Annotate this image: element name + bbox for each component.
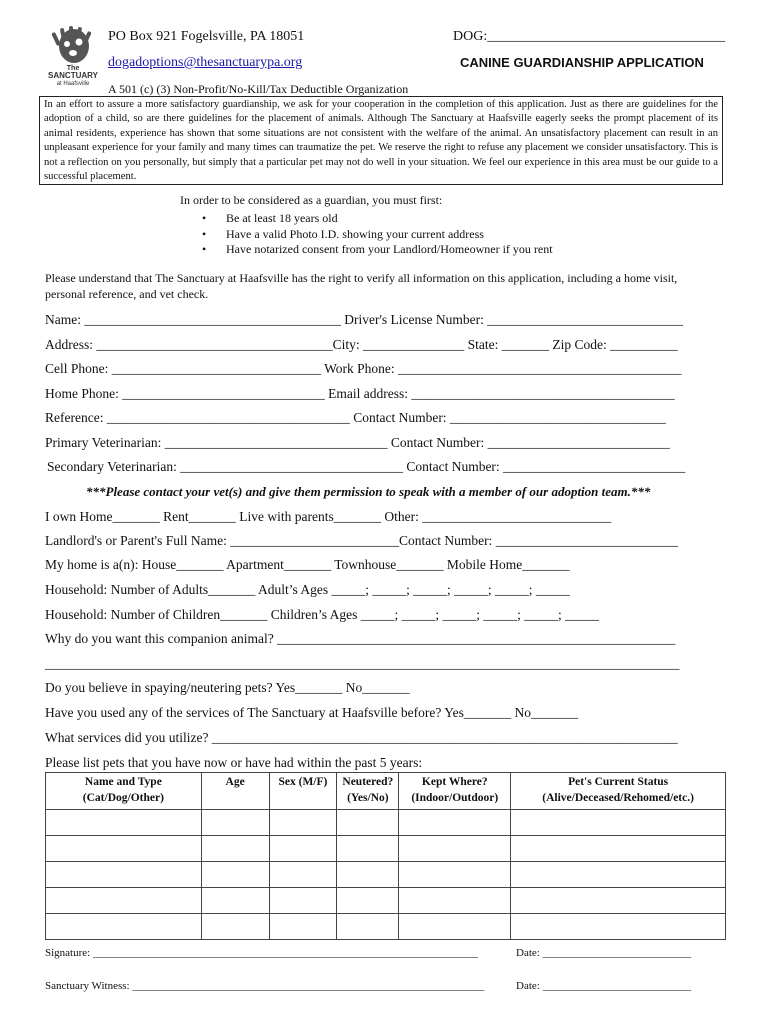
table-cell[interactable] bbox=[201, 914, 269, 940]
col-header-sex: Sex (M/F) bbox=[269, 773, 337, 810]
pets-table bbox=[45, 772, 726, 940]
table-cell[interactable] bbox=[201, 810, 269, 836]
col-header-name-type: Name and Type (Cat/Dog/Other) bbox=[46, 773, 202, 810]
table-cell[interactable] bbox=[337, 810, 399, 836]
table-cell[interactable] bbox=[201, 836, 269, 862]
table-row bbox=[46, 888, 726, 914]
table-cell[interactable] bbox=[201, 888, 269, 914]
table-cell[interactable] bbox=[269, 888, 337, 914]
list-pets-label: Please list pets that you have now or have had within the past 5 years: bbox=[45, 755, 423, 770]
col-header-age: Age bbox=[201, 773, 269, 810]
list-item: • Have a valid Photo I.D. showing your current address bbox=[202, 226, 484, 241]
email-link[interactable]: dogadoptions@thesanctuarypa.org bbox=[108, 55, 303, 70]
table-cell[interactable] bbox=[511, 836, 726, 862]
table-row bbox=[46, 810, 726, 836]
table-cell[interactable] bbox=[337, 862, 399, 888]
table-cell[interactable] bbox=[511, 810, 726, 836]
table-cell[interactable] bbox=[511, 888, 726, 914]
table-cell[interactable] bbox=[46, 914, 202, 940]
org-status: A 501 (c) (3) Non-Profit/No-Kill/Tax Deductible Organization bbox=[108, 82, 409, 96]
requirements-intro: In order to be considered as a guardian, you must first: bbox=[180, 193, 443, 207]
table-cell[interactable] bbox=[46, 862, 202, 888]
vet-permission-notice: ***Please contact your vet(s) and give them permission to speak with a member of our adoption team.*** bbox=[86, 484, 651, 499]
cell-work-phone-field[interactable]: Cell Phone: _______________________________ Work Phone: __________________________________________ bbox=[45, 361, 682, 376]
table-cell[interactable] bbox=[511, 914, 726, 940]
logo-line3: at Haafsville bbox=[56, 81, 90, 87]
why-field[interactable]: Why do you want this companion animal? ___________________________________________________________ bbox=[45, 631, 676, 646]
primary-vet-field[interactable]: Primary Veterinarian: _________________________________ Contact Number: ___________________________ bbox=[45, 435, 670, 450]
col-header-kept-where: Kept Where? (Indoor/Outdoor) bbox=[399, 773, 511, 810]
logo-line1: The bbox=[66, 65, 80, 72]
address-field[interactable]: Address: ___________________________________City: _______________ State: _______ Zip Code: __________ bbox=[45, 337, 678, 352]
table-cell[interactable] bbox=[399, 914, 511, 940]
ownership-field[interactable]: I own Home_______ Rent_______ Live with parents_______ Other: ____________________________ bbox=[45, 509, 612, 524]
table-cell[interactable] bbox=[269, 836, 337, 862]
table-row bbox=[46, 836, 726, 862]
notice-box: In an effort to assure a more satisfactory guardianship, we ask for your cooperation in the completion of this application. Just as there are guidelines for the adoption of a child, so are there guidelines for the placement of animals. Although The Sanctuary at Haafsville eagerly seeks the prompt placement of its animal residents, experience has shown that some situations are not consistent with the welfare of the animal. An unsatisfactory placement can result in an unpleasant experience for your family and many times can traumatize the pet. We reserve the right to refuse any placement we consider unsatisfactory. This is not a reflection on you personally, but simply that a particular pet may not do well in your situation. We feel our experience in this area must be our guide to a successful placement. bbox=[39, 96, 723, 185]
table-cell[interactable] bbox=[399, 810, 511, 836]
hands-animals-logo-icon bbox=[44, 24, 102, 88]
table-cell[interactable] bbox=[511, 862, 726, 888]
signature-date-field[interactable]: Date: ___________________________ bbox=[516, 947, 692, 959]
list-item: • Have notarized consent from your Landlord/Homeowner if you rent bbox=[202, 242, 553, 257]
form-title: CANINE GUARDIANSHIP APPLICATION bbox=[460, 55, 704, 70]
col-header-neutered: Neutered? (Yes/No) bbox=[337, 773, 399, 810]
table-cell[interactable] bbox=[399, 862, 511, 888]
table-cell[interactable] bbox=[399, 836, 511, 862]
verify-text-line2: personal reference, and vet check. bbox=[45, 287, 209, 301]
adults-field[interactable]: Household: Number of Adults_______ Adult’s Ages _____; _____; _____; _____; _____; _____ bbox=[45, 582, 570, 597]
spay-neuter-field[interactable]: Do you believe in spaying/neutering pets? Yes_______ No_______ bbox=[45, 680, 410, 695]
signature-field[interactable]: Signature: ______________________________________________________________________ bbox=[45, 947, 478, 959]
dog-field[interactable]: DOG:__________________________________ bbox=[453, 29, 726, 44]
table-cell[interactable] bbox=[337, 836, 399, 862]
table-cell[interactable] bbox=[269, 862, 337, 888]
table-row bbox=[46, 862, 726, 888]
why-field-line2[interactable]: ______________________________________________________________________________________________ bbox=[45, 656, 680, 671]
requirements-list bbox=[202, 211, 553, 258]
children-field[interactable]: Household: Number of Children_______ Children’s Ages _____; _____; _____; _____; _____; _____ bbox=[45, 607, 599, 622]
verify-text-line1: Please understand that The Sanctuary at Haafsville has the right to verify all information on this application, including a home visit, bbox=[45, 271, 678, 285]
table-cell[interactable] bbox=[399, 888, 511, 914]
what-services-field[interactable]: What services did you utilize? _____________________________________________________________________ bbox=[45, 730, 678, 745]
org-address: PO Box 921 Fogelsville, PA 18051 bbox=[108, 29, 305, 44]
table-cell[interactable] bbox=[337, 914, 399, 940]
home-type-field[interactable]: My home is a(n): House_______ Apartment_______ Townhouse_______ Mobile Home_______ bbox=[45, 557, 570, 572]
used-services-field[interactable]: Have you used any of the services of The Sanctuary at Haafsville before? Yes_______ No_______ bbox=[45, 705, 579, 720]
table-cell[interactable] bbox=[201, 862, 269, 888]
list-item: • Be at least 18 years old bbox=[202, 211, 338, 225]
table-cell[interactable] bbox=[46, 810, 202, 836]
home-phone-email-field[interactable]: Home Phone: ______________________________ Email address: _______________________________________ bbox=[45, 386, 675, 401]
sanctuary-logo bbox=[44, 24, 102, 88]
table-cell[interactable] bbox=[337, 888, 399, 914]
logo-line2: SANCTUARY bbox=[48, 71, 98, 80]
table-cell[interactable] bbox=[46, 888, 202, 914]
table-row bbox=[46, 914, 726, 940]
name-license-field[interactable]: Name: ______________________________________ Driver's License Number: _____________________________ bbox=[45, 312, 683, 327]
witness-date-field[interactable]: Date: ___________________________ bbox=[516, 980, 692, 992]
col-header-status: Pet's Current Status (Alive/Deceased/Rehomed/etc.) bbox=[511, 773, 726, 810]
table-header-row bbox=[46, 773, 726, 810]
table-cell[interactable] bbox=[269, 914, 337, 940]
witness-field[interactable]: Sanctuary Witness: ________________________________________________________________ bbox=[45, 980, 485, 992]
table-cell[interactable] bbox=[46, 836, 202, 862]
table-cell[interactable] bbox=[269, 810, 337, 836]
landlord-field[interactable]: Landlord's or Parent's Full Name: _________________________Contact Number: ___________________________ bbox=[45, 533, 678, 548]
reference-field[interactable]: Reference: ____________________________________ Contact Number: ________________________________ bbox=[45, 410, 666, 425]
secondary-vet-field[interactable]: Secondary Veterinarian: _________________________________ Contact Number: ___________________________ bbox=[47, 459, 686, 474]
